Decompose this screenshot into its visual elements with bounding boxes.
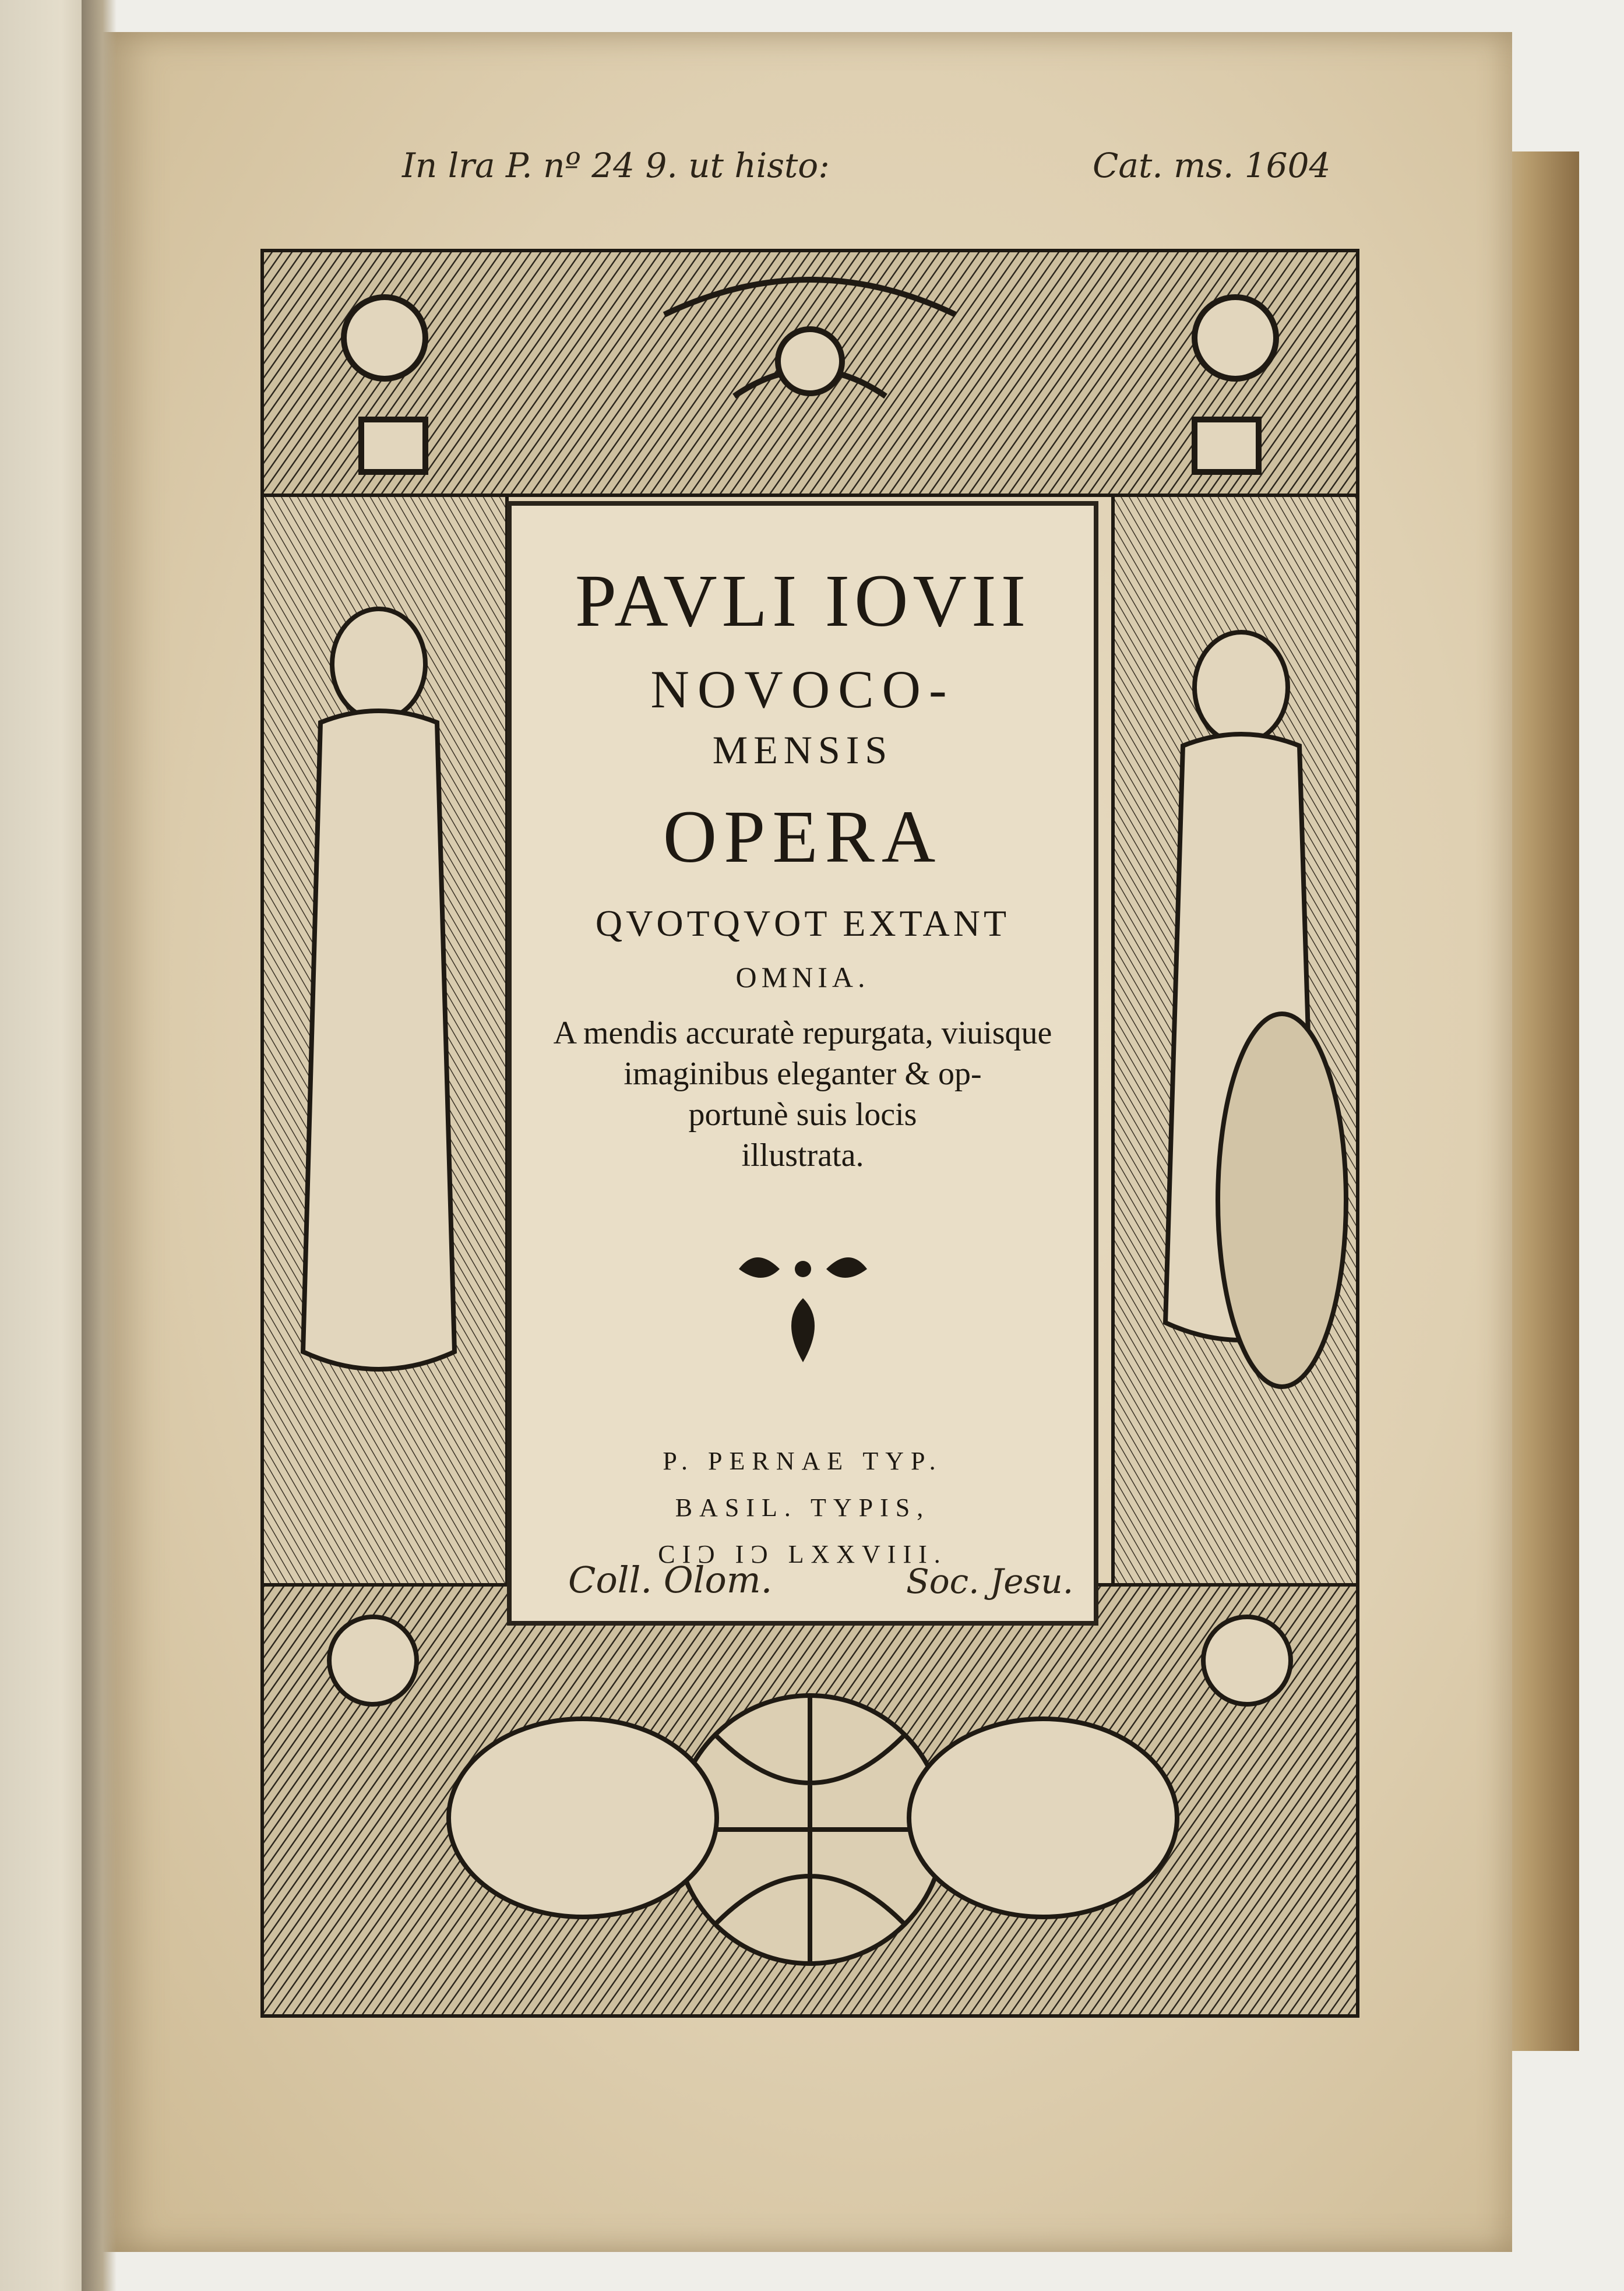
subtitle-line2: OMNIA. — [735, 961, 870, 993]
imprint-line: CIƆ IƆ LXXVIII. — [658, 1540, 947, 1569]
description-line: portunè suis locis — [688, 1097, 917, 1133]
subtitle-line1: QVOTQVOT EXTANT — [595, 903, 1010, 944]
imprint-line: P. PERNAE TYP. — [663, 1447, 943, 1475]
description-line: imaginibus eleganter & op- — [623, 1056, 982, 1092]
author-origin-line1: NOVOCO- — [650, 660, 955, 719]
imprint-block — [512, 1438, 1094, 1578]
description-line: A mendis accuratè repurgata, viuisque — [553, 1015, 1052, 1051]
handwritten-shelfmark: In lra P. nº 24 9. ut histo: — [402, 146, 830, 185]
author-name: PAVLI IOVII — [575, 559, 1031, 642]
author-origin-line2: MENSIS — [712, 728, 893, 772]
description-line: illustrata. — [741, 1137, 864, 1173]
handwritten-ownership-left: Coll. Olom. — [568, 1559, 773, 1601]
work-title: OPERA — [663, 795, 943, 878]
imprint-line: BASIL. TYPIS, — [675, 1493, 931, 1522]
description-block — [523, 1013, 1082, 1176]
handwritten-catalog-note: Cat. ms. 1604 — [1093, 146, 1331, 185]
book-gutter — [82, 0, 117, 2291]
handwritten-ownership-right: Soc. Jesu. — [906, 1562, 1074, 1601]
title-panel — [507, 501, 1098, 1626]
leaf-ornament — [716, 1234, 890, 1380]
